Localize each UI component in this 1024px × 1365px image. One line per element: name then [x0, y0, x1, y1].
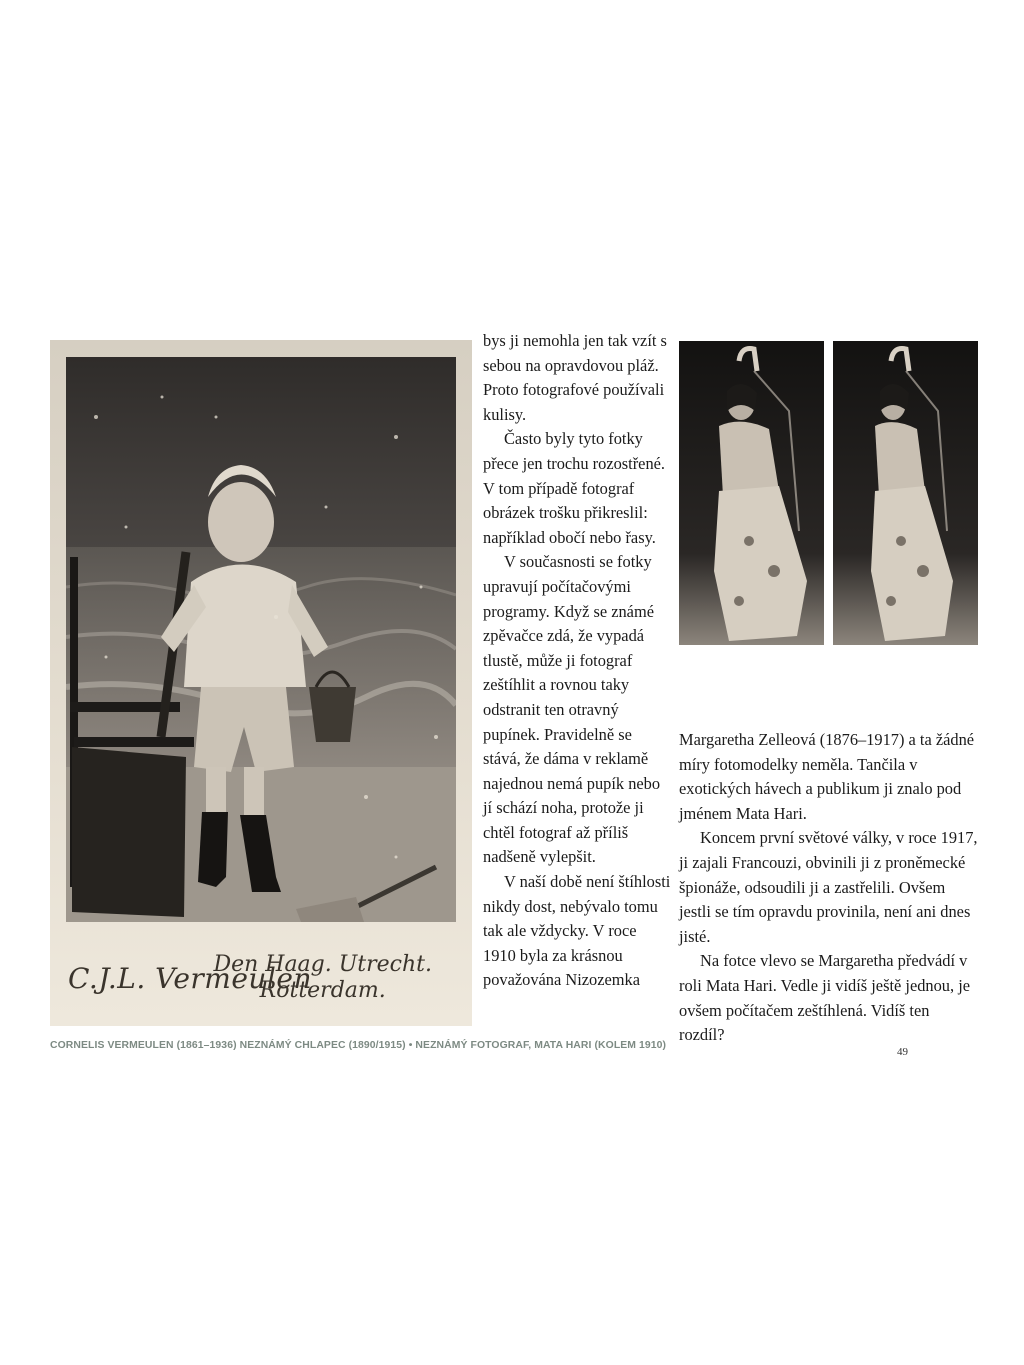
- text-column-right: [679, 728, 979, 1048]
- paragraph: Koncem první světové války, v roce 1917, ji zajali Francouzi, obvinili ji z proněmecké špionáže, odsoudili ji a zastřelili. Ovšem jestli se tím opravdu provinila, není ani dnes jisté.: [679, 828, 978, 946]
- photographer-stamp: [68, 952, 458, 1012]
- photographer-signature: C.J.L. Vermeulen: [68, 962, 312, 995]
- paragraph: Margaretha Zelleová (1876–1917) a ta žádné míry fotomodelky neměla. Tančila v exotických hávech a publikum ji znalo pod jménem Mata Hari.: [679, 730, 975, 823]
- studio-locations-line2: Rotterdam.: [259, 978, 386, 1003]
- mata-hari-slimmed-illustration: [833, 341, 978, 645]
- mata-hari-slimmed-photo: [833, 341, 978, 645]
- text-column-middle: [483, 329, 673, 993]
- studio-locations: [213, 952, 432, 1004]
- mata-hari-original-photo: [679, 341, 824, 645]
- page-number: 49: [897, 1046, 908, 1058]
- paragraph: V naší době není štíhlosti nikdy dost, nebývalo tomu tak ale vždycky. V roce 1910 byla za krásnou považována Nizozemka: [483, 872, 671, 990]
- boy-photo-card: [50, 340, 472, 1026]
- boy-photo-illustration: [66, 357, 456, 922]
- paragraph: Na fotce vlevo se Margaretha předvádí v roli Mata Hari. Vedle ji vidíš ještě jednou, je ovšem počítačem zeštíhlená. Vidíš ten rozdíl?: [679, 951, 971, 1045]
- studio-locations-line1: Den Haag. Utrecht.: [213, 952, 432, 977]
- paragraph: Často byly tyto fotky přece jen trochu rozostřené. V tom případě fotograf obrázek trošku přikreslil: například obočí nebo řasy.: [483, 429, 666, 547]
- photo-caption: CORNELIS VERMEULEN (1861–1936) NEZNÁMÝ CHLAPEC (1890/1915) • NEZNÁMÝ FOTOGRAF, MATA HARI (KOLEM 1910): [50, 1040, 667, 1051]
- paragraph: bys ji nemohla jen tak vzít s sebou na opravdovou pláž. Proto fotografové používali kulisy.: [483, 331, 667, 424]
- mata-hari-original-illustration: [679, 341, 824, 645]
- paragraph: V současnosti se fotky upravují počítačovými programy. Když se známé zpěvačce zdá, že vypadá tlustě, může ji fotograf zeštíhlit a rovnou taky odstranit ten otravný pupínek. Pravidelně se stává, že dáma v reklamě najednou nemá pupík nebo jí schází noha, protože ji chtěl fotograf až příliš nadšeně vylepšit.: [483, 552, 661, 867]
- boy-photo: [66, 357, 456, 922]
